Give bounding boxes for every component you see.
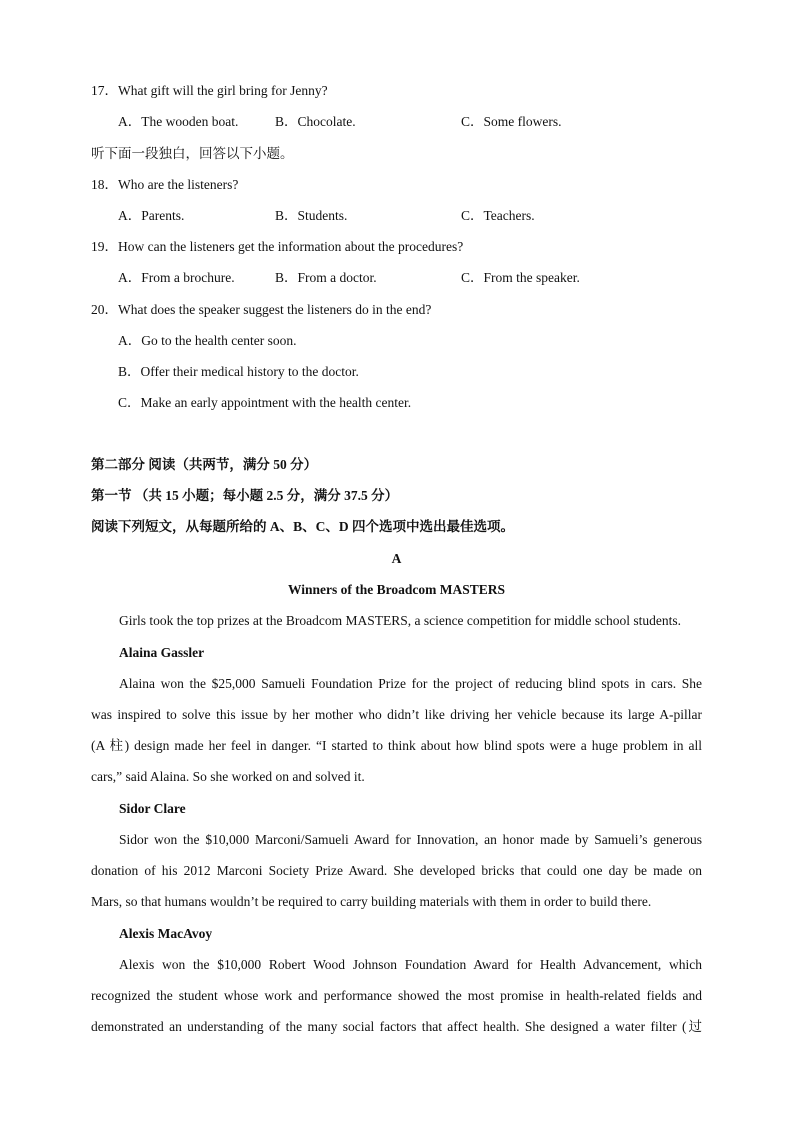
winner-3-line-3: demonstrated an understanding of the many social factors that affect health. She designed a water filter (过 (91, 1019, 702, 1034)
question-19-option-c: C．From the speaker. (461, 270, 580, 285)
winner-1-line-4: cars,” said Alaina. So she worked on and solved it. (91, 769, 365, 784)
winner-2-line-3: Mars, so that humans wouldn’t be required to carry building materials with them in order to build there. (91, 894, 652, 909)
winner-1-name: Alaina Gassler (119, 645, 205, 660)
question-19-stem: 19．How can the listeners get the information about the procedures? (91, 239, 464, 254)
question-20-stem: 20．What does the speaker suggest the listeners do in the end? (91, 302, 432, 317)
winner-3-paragraph (91, 949, 702, 1042)
question-17-option-c: C．Some flowers. (461, 114, 562, 129)
question-18-option-b: B．Students. (275, 208, 348, 223)
reading-section-heading: 第一节 （共 15 小题；每小题 2.5 分，满分 37.5 分） (91, 488, 399, 503)
question-20-option-a: A．Go to the health center soon. (118, 333, 297, 348)
winner-3-name: Alexis MacAvoy (119, 926, 213, 941)
reading-instruction: 阅读下列短文，从每题所给的 A、B、C、D 四个选项中选出最佳选项。 (91, 519, 515, 534)
question-17-option-a: A．The wooden boat. (118, 114, 239, 129)
question-18-option-a: A．Parents. (118, 208, 185, 223)
winner-1-line-1: Alaina won the $25,000 Samueli Foundation Prize for the project of reducing blind spots in cars. She (119, 676, 702, 691)
question-18-stem: 18．Who are the listeners? (91, 177, 239, 192)
monologue-instruction: 听下面一段独白，回答以下小题。 (91, 146, 294, 161)
reading-part-heading: 第二部分 阅读（共两节，满分 50 分） (91, 457, 318, 472)
winner-3-line-1: Alexis won the $10,000 Robert Wood Johnson Foundation Award for Health Advancement, which (119, 957, 702, 972)
question-19-option-b: B．From a doctor. (275, 270, 377, 285)
passage-letter: A (391, 551, 402, 566)
winner-1-paragraph (91, 668, 702, 792)
winner-2-line-1: Sidor won the $10,000 Marconi/Samueli Award for Innovation, an honor made by Samueli’s generous (119, 832, 702, 847)
winner-1-line-3: (A 柱) design made her feel in danger. “I started to think about how blind spots were a huge problem in all (91, 738, 702, 753)
winner-3-line-2: recognized the student whose work and performance showed the most promise in health-related fields and (91, 988, 702, 1003)
winner-1-line-2: was inspired to solve this issue by her mother who didn’t like driving her vehicle because its large A-pillar (91, 707, 702, 722)
question-20-option-c: C．Make an early appointment with the health center. (118, 395, 412, 410)
passage-title: Winners of the Broadcom MASTERS (287, 582, 505, 597)
question-17-option-b: B．Chocolate. (275, 114, 356, 129)
question-20-option-b: B．Offer their medical history to the doctor. (118, 364, 359, 379)
question-18-option-c: C．Teachers. (461, 208, 535, 223)
winner-2-line-2: donation of his 2012 Marconi Society Prize Award. She developed bricks that could one day be made on (91, 863, 702, 878)
question-17-stem: 17．What gift will the girl bring for Jenny? (91, 83, 328, 98)
winner-2-name: Sidor Clare (119, 801, 186, 816)
winner-2-paragraph (91, 824, 702, 917)
passage-intro: Girls took the top prizes at the Broadcom MASTERS, a science competition for middle school students. (119, 613, 682, 628)
question-19-option-a: A．From a brochure. (118, 270, 235, 285)
